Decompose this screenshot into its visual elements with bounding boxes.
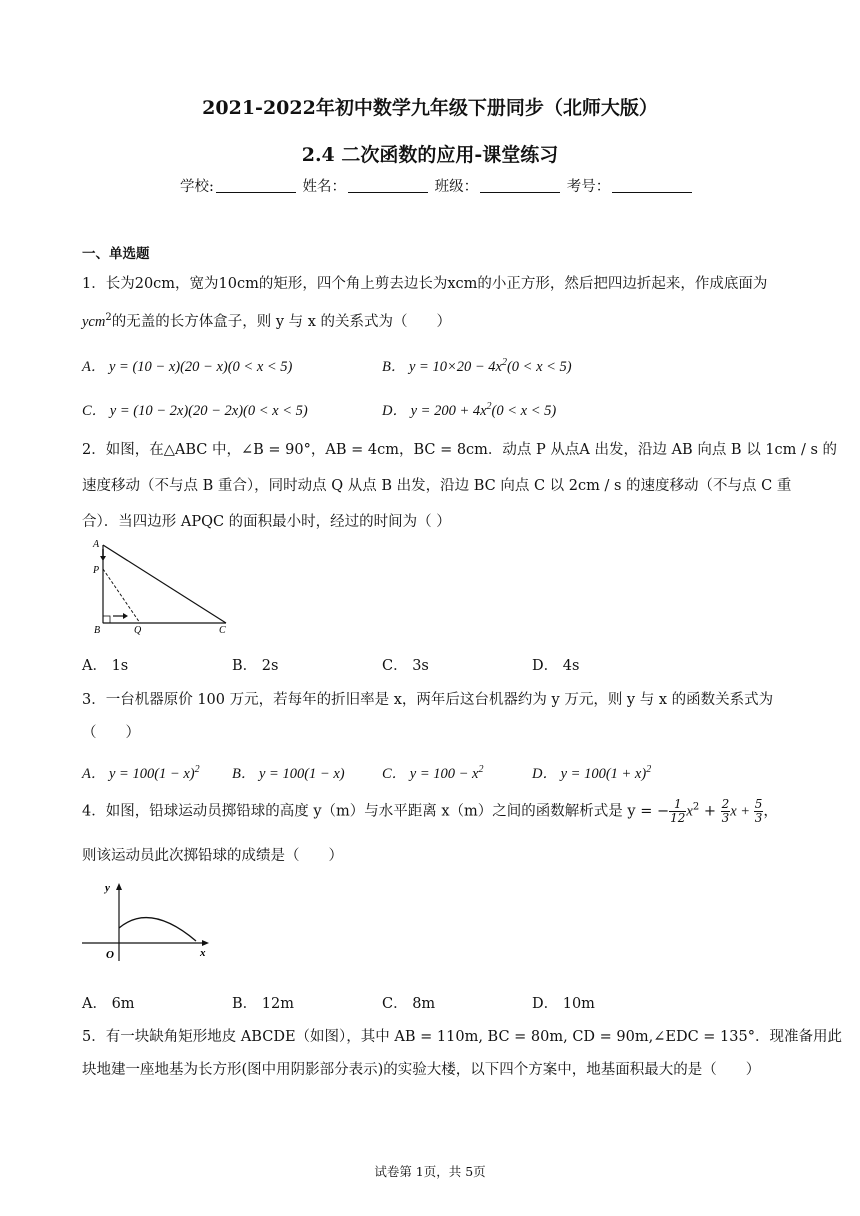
q2-triangle-figure: [84, 535, 244, 635]
q4-option-d[interactable]: D． 10m: [532, 996, 595, 1012]
axis-label-y: y: [105, 882, 110, 894]
q3-stem-line2: （ ）: [82, 725, 140, 741]
student-info-fields: [180, 175, 694, 196]
label-p: P: [93, 565, 100, 576]
q4-stem-line1: 4．如图，铅球运动员掷铅球的高度 y（m）与水平距离 x（m）之间的函数解析式是 y = − $\frac{1}{12}$ $x^2$ + $\frac{2}{3}$ x + $\frac{5}{3}$ ，: [82, 797, 778, 825]
q3-option-a[interactable]: A． $y = 100(1 - x)^2$: [82, 764, 200, 782]
blank-exam-no[interactable]: [612, 178, 692, 193]
blank-class[interactable]: [480, 178, 560, 193]
label-a: A: [93, 539, 100, 550]
fraction-2-3: $\frac{2}{3}$: [721, 797, 730, 825]
field-exam-no: 考号：: [566, 179, 611, 195]
fraction-5-3: $\frac{5}{3}$: [754, 797, 763, 825]
field-class: 班级：: [434, 179, 479, 195]
fraction-1-12: $\frac{1}{12}$: [670, 797, 686, 825]
label-c: C: [219, 625, 226, 635]
q2-stem-line3: 合）．当四边形 APQC 的面积最小时，经过的时间为（ ）: [82, 514, 451, 530]
q1-stem-line2: ycm$^2$的无盖的长方体盒子，则 y 与 x 的关系式为（ ）: [82, 312, 452, 330]
blank-name[interactable]: [348, 178, 428, 193]
section-heading: 一、单选题: [82, 246, 150, 262]
y-axis-arrow-icon: [116, 883, 122, 890]
q2-stem-line2: 速度移动（不与点 B 重合），同时动点 Q 从点 B 出发，沿边 BC 向点 C 以 2cm / s 的速度移动（不与点 C 重: [82, 478, 792, 494]
field-name: 姓名：: [302, 179, 346, 195]
q3-stem-line1: 3．一台机器原价 100 万元，若每年的折旧率是 x，两年后这台机器约为 y 万元，则 y 与 x 的函数关系式为: [82, 692, 774, 708]
arrow-right-icon: [123, 613, 128, 619]
q3-option-d[interactable]: D． $y = 100(1 + x)^2$: [532, 764, 652, 782]
q1-stem-line1: 1．长为20cm，宽为10cm的矩形，四个角上剪去边长为xcm的小正方形，然后把四边折起来，作成底面为: [82, 276, 768, 292]
q5-stem-line1: 5．有一块缺角矩形地皮 ABCDE（如图），其中 AB = 110m, BC = 80m, CD = 90m,∠EDC = 135°．现准备用此: [82, 1029, 842, 1045]
axis-label-origin: O: [106, 949, 114, 961]
q5-stem-line2: 块地建一座地基为长方形(图中用阴影部分表示)的实验大楼，以下四个方案中，地基面积最大的是（ ）: [82, 1062, 761, 1078]
side-ac: [103, 545, 226, 623]
x-axis-arrow-icon: [202, 940, 209, 946]
q3-option-b[interactable]: B． y = 100(1 − x): [232, 766, 345, 782]
q1-option-b[interactable]: B． $y = 10\times 20 - 4x^2(0 < x < 5)$: [382, 357, 572, 375]
q4-option-b[interactable]: B． 12m: [232, 996, 294, 1012]
paper-title: 2021-2022年初中数学九年级下册同步（北师大版）: [202, 97, 658, 119]
q2-option-b[interactable]: B． 2s: [232, 658, 279, 674]
paper-subtitle: 2.4 二次函数的应用-课堂练习: [301, 144, 559, 166]
label-q: Q: [134, 625, 142, 635]
blank-school[interactable]: [216, 178, 296, 193]
q2-option-c[interactable]: C． 3s: [382, 658, 429, 674]
label-b: B: [94, 625, 101, 635]
axis-label-x: x: [200, 947, 206, 959]
q1-option-d[interactable]: D． $y = 200 + 4x^2(0 < x < 5)$: [382, 401, 557, 419]
q1-option-c[interactable]: C． y = (10 − 2x)(20 − 2x)(0 < x < 5): [82, 403, 308, 419]
q1-option-a[interactable]: A． y = (10 − x)(20 − x)(0 < x < 5): [82, 359, 293, 375]
q3-option-c[interactable]: C． $y = 100 - x^2$: [382, 764, 484, 782]
segment-pq: [103, 569, 140, 623]
q4-option-c[interactable]: C． 8m: [382, 996, 436, 1012]
q4-trajectory-figure: [78, 875, 218, 967]
arrow-down-icon: [100, 556, 106, 561]
q4-option-a[interactable]: A． 6m: [82, 996, 135, 1012]
field-school: 学校:: [180, 179, 214, 195]
q2-option-d[interactable]: D． 4s: [532, 658, 580, 674]
right-angle-mark: [103, 616, 110, 623]
shot-put-trajectory-curve: [119, 918, 196, 941]
q4-stem-line2: 则该运动员此次掷铅球的成绩是（ ）: [82, 848, 343, 864]
page-footer: 试卷第 1页，共 5页: [374, 1164, 486, 1179]
q2-stem-line1: 2．如图，在△ABC 中，∠B = 90°，AB = 4cm，BC = 8cm．动点 P 从点A 出发，沿边 AB 向点 B 以 1cm / s 的: [82, 442, 838, 458]
q2-option-a[interactable]: A． 1s: [82, 658, 129, 674]
